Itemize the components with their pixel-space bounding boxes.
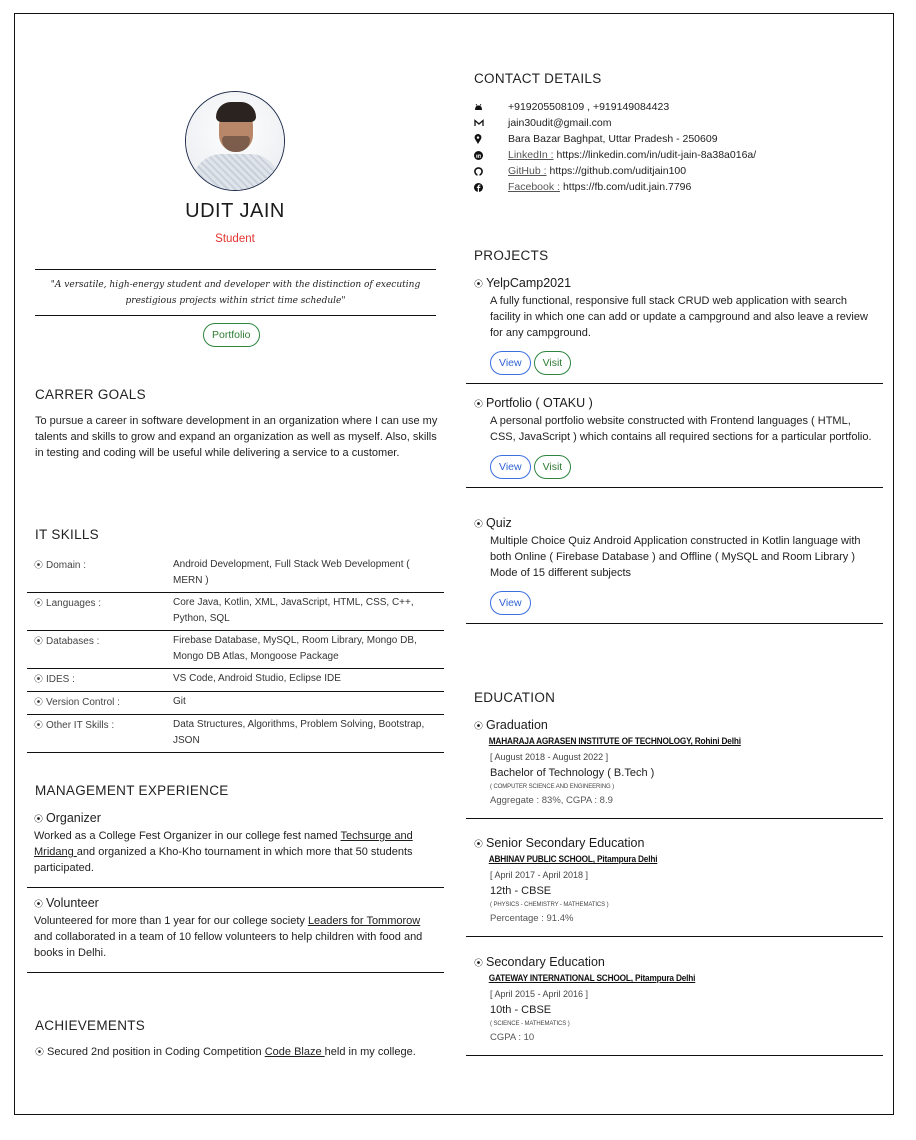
bullet-icon: ⦿ xyxy=(34,697,44,707)
education-score: Aggregate : 83%, CGPA : 8.9 xyxy=(490,795,613,806)
android-icon xyxy=(474,104,508,111)
education-title-text: Secondary Education xyxy=(486,955,605,969)
visit-button[interactable]: Visit xyxy=(534,351,572,375)
experience-item-organizer xyxy=(27,811,444,888)
experience-desc xyxy=(27,825,444,887)
project-desc: Multiple Choice Quiz Android Application constructed in Kotlin language with both Online ( Firebase Database ) and Offline ( MySQL and Room Library ) Mode of 15 different subjects xyxy=(490,535,861,579)
contact-list xyxy=(474,99,884,195)
skill-label: Other IT Skills : xyxy=(46,720,115,731)
project-desc: A fully functional, responsive full stack CRUD web application with search facility in which one can add or update a campground and also leave a review for any campground. xyxy=(490,295,868,339)
skill-row-languages xyxy=(27,593,444,631)
education-subjects: ( SCIENCE - MATHEMATICS ) xyxy=(490,1021,570,1027)
resume-page xyxy=(14,13,894,1115)
email-text[interactable]: jain30udit@gmail.com xyxy=(508,117,612,129)
desc-text: and organized a Kho-Kho tournament in which more that 50 students participated. xyxy=(34,846,413,874)
skill-value: Android Development, Full Stack Web Development ( MERN ) xyxy=(173,559,410,586)
skill-row-domain xyxy=(27,555,444,593)
desc-text: Worked as a College Fest Organizer in our college fest named xyxy=(34,830,341,842)
skill-row-ides xyxy=(27,669,444,692)
avatar xyxy=(185,91,285,191)
linkedin-icon xyxy=(474,151,508,160)
bullet-icon: ⦿ xyxy=(474,279,484,289)
project-title: Quiz xyxy=(486,516,512,530)
view-button[interactable]: View xyxy=(490,351,531,375)
skill-label: Languages : xyxy=(46,598,102,609)
education-dates: [ April 2017 - April 2018 ] xyxy=(490,870,589,880)
career-goals-text: To pursue a career in software development in an organization where I can use my talents and skills to grow and expand an organization as well as myself. Also, skills in testing and coding will be useful while delivering a service to a customer. xyxy=(35,415,438,459)
facebook-link[interactable]: Facebook : xyxy=(508,181,560,193)
management-title: MANAGEMENT EXPERIENCE xyxy=(35,783,229,798)
desc-text: Volunteered for more than 1 year for our college society xyxy=(34,915,308,927)
skill-label: IDES : xyxy=(46,674,75,685)
desc-text: and collaborated in a team of 10 fellow volunteers to help children with food and books in Delhi. xyxy=(34,931,423,959)
bullet-icon: ⦿ xyxy=(34,899,44,909)
education-item-graduation xyxy=(466,718,883,819)
contact-linkedin xyxy=(474,147,884,163)
education-subjects: ( PHYSICS - CHEMISTRY - MATHEMATICS ) xyxy=(490,902,609,908)
skill-value: Firebase Database, MySQL, Room Library, Mongo DB, Mongo DB Atlas, Mongoose Package xyxy=(173,635,417,662)
experience-title: Volunteer xyxy=(46,896,99,910)
experience-title: Organizer xyxy=(46,811,101,825)
project-item-portfolio-otaku xyxy=(466,396,883,488)
skill-row-other xyxy=(27,715,444,753)
education-degree: 10th - CBSE xyxy=(490,1004,552,1016)
contact-facebook xyxy=(474,179,884,195)
skill-value: VS Code, Android Studio, Eclipse IDE xyxy=(173,673,341,684)
education-degree: 12th - CBSE xyxy=(490,885,552,897)
projects-title: PROJECTS xyxy=(474,248,549,263)
education-score: Percentage : 91.4% xyxy=(490,913,574,924)
education-item-senior-secondary xyxy=(466,836,883,937)
github-link[interactable]: GitHub : xyxy=(508,165,547,177)
bullet-icon: ⦿ xyxy=(34,674,44,684)
skill-value: Data Structures, Algorithms, Problem Solving, Bootstrap, JSON xyxy=(173,719,425,746)
project-title: YelpCamp2021 xyxy=(486,276,572,290)
bullet-icon: ⦿ xyxy=(34,814,44,824)
education-score: CGPA : 10 xyxy=(490,1032,535,1043)
education-title-text: Graduation xyxy=(486,718,548,732)
education-title: EDUCATION xyxy=(474,690,556,705)
project-item-yelpcamp xyxy=(466,276,883,384)
education-title-text: Senior Secondary Education xyxy=(486,836,645,850)
achievement-item xyxy=(35,1044,425,1060)
skill-label: Version Control : xyxy=(46,697,120,708)
view-button[interactable]: View xyxy=(490,455,531,479)
education-item-secondary xyxy=(466,955,883,1056)
experience-item-volunteer xyxy=(27,896,444,973)
portfolio-button[interactable]: Portfolio xyxy=(203,323,260,347)
profile-role: Student xyxy=(215,233,255,245)
it-skills-title: IT SKILLS xyxy=(35,527,99,542)
bullet-icon: ⦿ xyxy=(34,560,44,570)
gmail-icon xyxy=(474,119,508,127)
skill-row-version-control xyxy=(27,692,444,715)
education-subjects: ( COMPUTER SCIENCE AND ENGINEERING ) xyxy=(490,784,615,790)
desc-text: held in my college. xyxy=(324,1046,416,1058)
achievements-title: ACHIEVEMENTS xyxy=(35,1018,146,1033)
skill-value: Git xyxy=(173,696,186,707)
code-blaze-link[interactable]: Code Blaze xyxy=(264,1046,325,1058)
bullet-icon: ⦿ xyxy=(474,399,484,409)
bullet-icon: ⦿ xyxy=(34,598,44,608)
facebook-url: https://fb.com/udit.jain.7796 xyxy=(562,181,692,193)
school-name: MAHARAJA AGRASEN INSTITUTE OF TECHNOLOGY, Rohini Delhi xyxy=(488,736,741,746)
education-dates: [ August 2018 - August 2022 ] xyxy=(490,752,609,762)
bullet-icon: ⦿ xyxy=(35,1047,45,1057)
desc-text: Secured 2nd position in Coding Competition xyxy=(47,1046,265,1058)
contact-email xyxy=(474,115,884,131)
skill-label: Domain : xyxy=(46,560,87,571)
linkedin-link[interactable]: LinkedIn : xyxy=(508,149,554,161)
linkedin-url: https://linkedin.com/in/udit-jain-8a38a016a/ xyxy=(556,149,757,161)
leaders-for-tomorrow-link[interactable]: Leaders for Tommorow xyxy=(307,915,421,927)
education-degree: Bachelor of Technology ( B.Tech ) xyxy=(490,767,655,779)
bullet-icon: ⦿ xyxy=(474,839,484,849)
education-dates: [ April 2015 - April 2016 ] xyxy=(490,989,589,999)
skill-value: Core Java, Kotlin, XML, JavaScript, HTML, CSS, C++, Python, SQL xyxy=(173,597,414,624)
github-icon xyxy=(474,167,508,176)
profile-name: UDIT JAIN xyxy=(185,200,285,222)
experience-desc xyxy=(27,910,444,972)
contact-github xyxy=(474,163,884,179)
it-skills-table xyxy=(27,555,444,753)
project-item-quiz xyxy=(466,516,883,624)
contact-title: CONTACT DETAILS xyxy=(474,71,602,86)
location-pin-icon xyxy=(474,134,508,144)
project-title: Portfolio ( OTAKU ) xyxy=(486,396,593,410)
view-button[interactable]: View xyxy=(490,591,531,615)
github-url: https://github.com/uditjain100 xyxy=(549,165,687,177)
visit-button[interactable]: Visit xyxy=(534,455,572,479)
school-name: GATEWAY INTERNATIONAL SCHOOL, Pitampura Delhi xyxy=(488,973,696,983)
skill-row-databases xyxy=(27,631,444,669)
bullet-icon: ⦿ xyxy=(34,720,44,730)
bullet-icon: ⦿ xyxy=(474,721,484,731)
contact-address xyxy=(474,131,884,147)
project-desc: A personal portfolio website constructed with Frontend languages ( HTML, CSS, JavaScript ) which contains all required sections for a particular portfolio. xyxy=(490,415,872,443)
facebook-icon xyxy=(474,183,508,192)
bullet-icon: ⦿ xyxy=(34,636,44,646)
address-text: Bara Bazar Baghpat, Uttar Pradesh - 250609 xyxy=(508,133,718,145)
school-name: ABHINAV PUBLIC SCHOOL, Pitampura Delhi xyxy=(488,854,658,864)
bullet-icon: ⦿ xyxy=(474,519,484,529)
contact-phone xyxy=(474,99,884,115)
bullet-icon: ⦿ xyxy=(474,958,484,968)
techsurge-link[interactable]: Techsurge and Mridang xyxy=(34,830,413,858)
career-goals-title: CARRER GOALS xyxy=(35,387,146,402)
phone-text: +919205508109 , +919149084423 xyxy=(508,101,670,113)
profile-quote: "A versatile, high-energy student and developer with the distinction of executing prestigious projects within strict time schedule" xyxy=(35,269,436,316)
skill-label: Databases : xyxy=(46,636,100,647)
